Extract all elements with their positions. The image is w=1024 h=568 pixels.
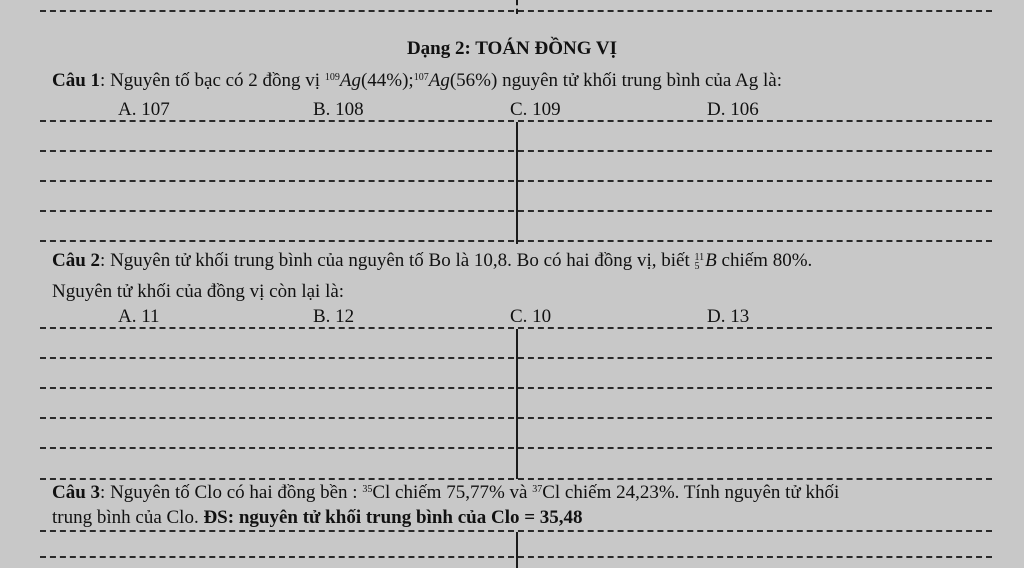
question-1-text: : Nguyên tố bạc có 2 đồng vị [100, 70, 325, 91]
question-2 [52, 250, 812, 272]
isotope-symbol: Ag [339, 70, 361, 91]
isotope-symbol: Ag [428, 70, 450, 91]
option-a[interactable]: A. 11 [118, 306, 160, 327]
isotope-mass: 107 [413, 72, 429, 83]
option-a[interactable]: A. 107 [118, 99, 170, 120]
question-1-text-end: nguyên tử khối trung bình của Ag là: [497, 70, 783, 91]
question-2-text-end: chiếm 80%. [716, 250, 813, 271]
column-divider [516, 0, 518, 14]
option-c[interactable]: C. 10 [510, 306, 552, 327]
option-b[interactable]: B. 12 [313, 306, 355, 327]
question-3-line2 [52, 507, 583, 529]
question-1 [52, 70, 782, 92]
option-c[interactable]: C. 109 [510, 99, 561, 120]
question-3-label: Câu 3 [52, 482, 101, 503]
option-b[interactable]: B. 108 [313, 99, 364, 120]
isotope-atomic-number: 5 [694, 260, 700, 272]
answer-text: ĐS: nguyên tử khối trung bình của Clo = 35,48 [203, 507, 583, 528]
page-title: Dạng 2: TOÁN ĐỒNG VỊ [406, 38, 618, 59]
isotope-mass: 35 [362, 484, 373, 495]
isotope-symbol: B [705, 250, 717, 271]
option-d[interactable]: D. 106 [707, 99, 759, 120]
column-divider [516, 532, 518, 568]
question-2-line2: Nguyên tử khối của đồng vị còn lại là: [52, 281, 345, 302]
question-3-text: : Nguyên tố Clo có hai đồng bền : [100, 482, 363, 503]
option-d[interactable]: D. 13 [707, 306, 750, 327]
isotope-mass: 37 [532, 484, 543, 495]
isotope-notation [695, 253, 705, 271]
isotope-percent: (56%) [449, 70, 498, 91]
question-2-label: Câu 2 [52, 250, 101, 271]
question-3-text-mid: Cl chiếm 75,77% và [372, 482, 533, 503]
question-3-text-end: Cl chiếm 24,23%. Tính nguyên tử khối [542, 482, 840, 503]
isotope-mass: 11 [694, 251, 705, 263]
question-2-text: : Nguyên tử khối trung bình của nguyên tố Bo là 10,8. Bo có hai đồng vị, biết [100, 250, 695, 271]
question-3 [52, 482, 839, 504]
isotope-mass: 109 [324, 72, 340, 83]
isotope-percent: (44%); [360, 70, 414, 91]
question-3-line2-text: trung bình của Clo. [52, 507, 204, 528]
column-divider [516, 122, 518, 244]
column-divider [516, 329, 518, 479]
question-1-label: Câu 1 [52, 70, 101, 91]
